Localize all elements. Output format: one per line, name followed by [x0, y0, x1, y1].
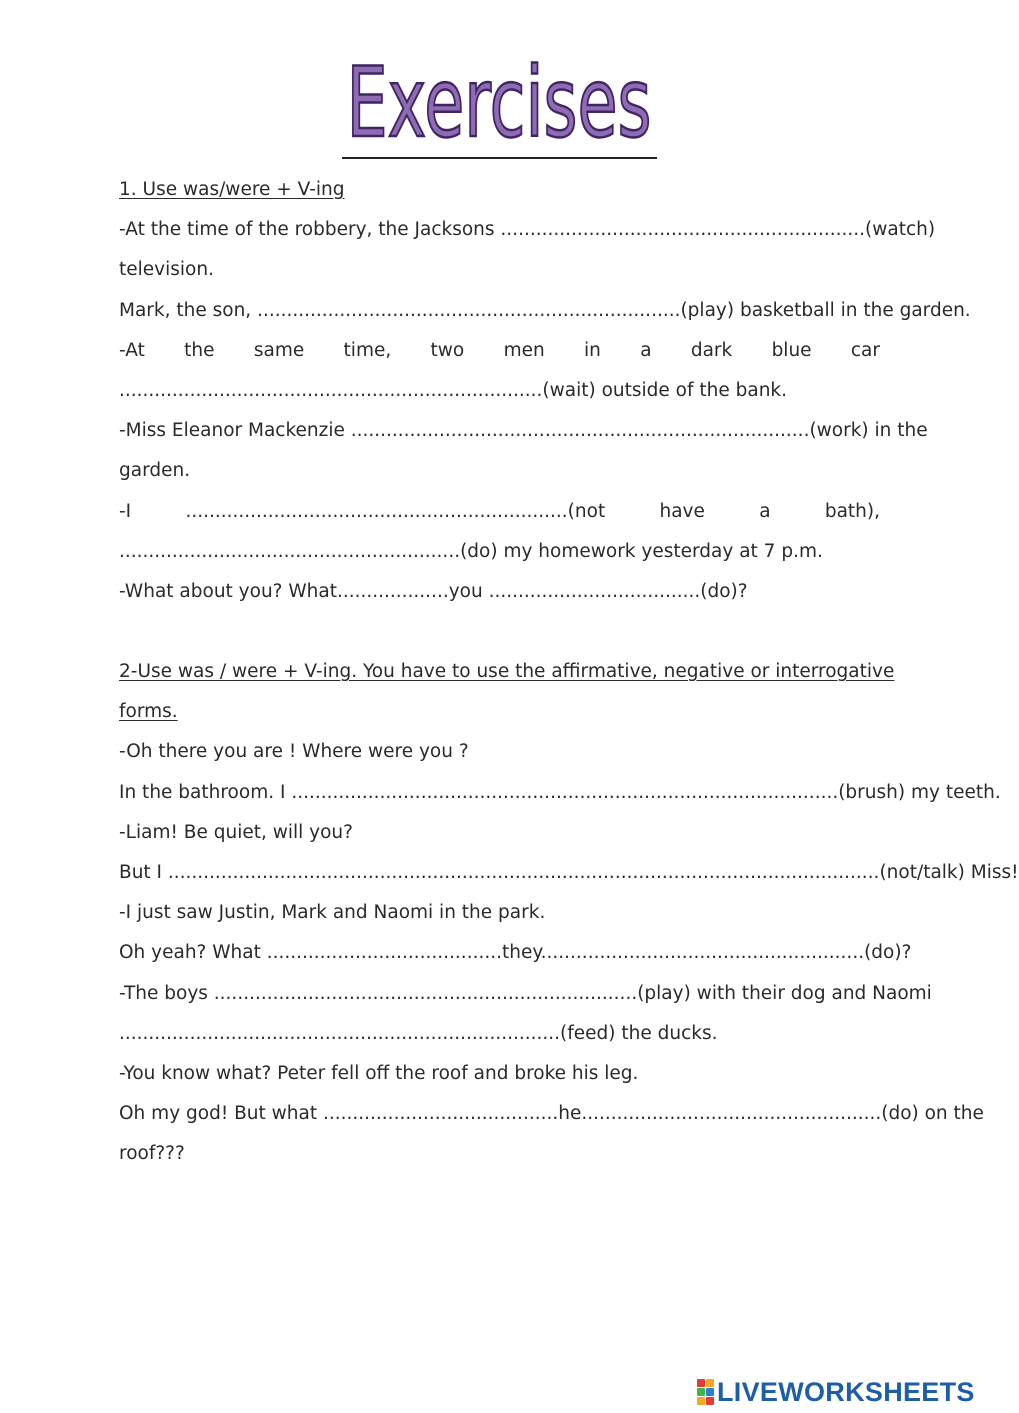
exercise-1-heading: 1. Use was/were + V-ing — [119, 179, 345, 200]
liveworksheets-logo-icon — [697, 1379, 714, 1405]
exercise-line: -What about you? What...................you ....................................(do)? — [119, 580, 748, 602]
exercise-line: Oh my god! But what ........................................he...................................................(do) on the — [119, 1103, 984, 1125]
exercise-line: ........................................................................(wait) outside of the bank. — [119, 379, 788, 401]
logo-block — [697, 1388, 705, 1396]
page-title: Exercises — [346, 47, 652, 159]
logo-block — [697, 1379, 705, 1387]
exercise-2-heading-cont: forms. — [119, 701, 178, 723]
exercise-line: -You know what? Peter fell off the roof and broke his leg. — [119, 1062, 639, 1084]
exercise-line: ...........................................................................(feed) the ducks. — [119, 1022, 718, 1044]
exercise-line: Oh yeah? What ........................................they.......................................................(do)? — [119, 942, 912, 964]
liveworksheets-logo — [697, 1374, 997, 1410]
exercise-line: -At the same time, two men in a dark blue car — [119, 339, 880, 361]
exercise-line: Mark, the son, ........................................................................(play) basketball in the garden. — [119, 299, 971, 321]
section-spacer — [119, 612, 880, 652]
exercise-line: -At the time of the robbery, the Jacksons ..............................................................(watch) — [119, 219, 936, 241]
exercise-line: -I just saw Justin, Mark and Naomi in the park. — [119, 902, 546, 924]
exercise-line: -The boys ........................................................................(play) with their dog and Naomi — [119, 982, 932, 1004]
exercise-2-heading: 2-Use was / were + V-ing. You have to use the affirmative, negative or interrogative — [119, 661, 895, 683]
worksheet-content — [119, 170, 1019, 1175]
exercise-line: ..........................................................(do) my homework yesterday at 7 p.m. — [119, 540, 823, 562]
exercise-line: In the bathroom. I .............................................................................................(brush) my teeth. — [119, 781, 1001, 803]
exercise-line: garden. — [119, 460, 191, 482]
logo-block — [706, 1379, 714, 1387]
exercise-line: -Liam! Be quiet, will you? — [119, 821, 353, 843]
exercise-line: -Oh there you are ! Where were you ? — [119, 741, 469, 763]
exercise-line: -Miss Eleanor Mackenzie ..............................................................................(work) in the — [119, 420, 928, 442]
title-area — [342, 18, 657, 159]
logo-block — [697, 1397, 705, 1405]
title-graphic — [342, 18, 657, 157]
exercise-line: television. — [119, 259, 214, 281]
logo-block — [706, 1388, 714, 1396]
exercise-line: -I .................................................................(not have a bath), — [119, 500, 880, 522]
exercise-line: But I .........................................................................................................................(not/talk) Miss! — [119, 862, 1019, 883]
exercise-line: roof??? — [119, 1143, 185, 1165]
logo-block — [706, 1397, 714, 1405]
logo-wordmark: LIVEWORKSHEETS — [717, 1376, 975, 1407]
